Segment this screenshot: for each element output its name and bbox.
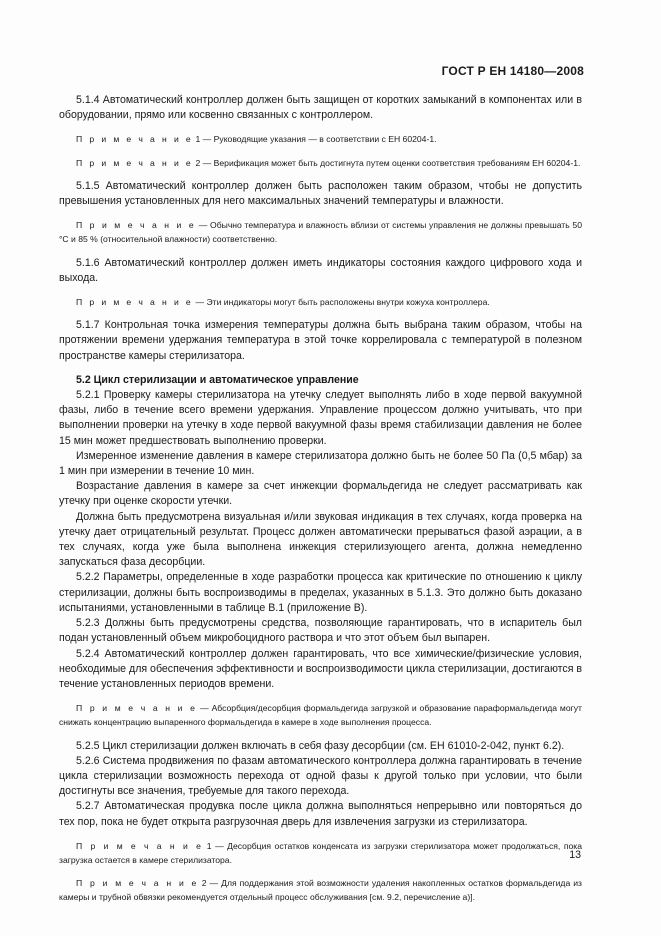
note-label: П р и м е ч а н и е xyxy=(76,878,199,889)
paragraph: Возрастание давления в камере за счет инжекции формальдегида не следует рассматривать как утечку при оценке скорости утечки. xyxy=(59,480,582,508)
section-heading-5-2: 5.2 Цикл стерилизации и автоматическое управление xyxy=(76,373,359,386)
clause-5-2-4: 5.2.4 Автоматический контроллер должен гарантировать, что все химические/физические условия, необходимые для обеспечения эффективности и воспроизводимости цикла стерилизации, достигаются в течение установленных периодов времени. xyxy=(59,647,582,690)
clause-5-2-3: 5.2.3 Должны быть предусмотрены средства, позволяющие гарантировать, что в испаритель был подан установленный объем микробоцидного раствора и что этот объем был выпарен. xyxy=(59,617,582,645)
clause-5-1-5: 5.1.5 Автоматический контроллер должен быть расположен таким образом, чтобы не допустить превышения установленных для него максимальных значений температуры и влажности. xyxy=(59,179,582,208)
clause-5-2-5: 5.2.5 Цикл стерилизации должен включать в себя фазу десорбции (см. ЕН 61010-2-042, пункт 6.2). xyxy=(76,739,565,752)
clause-5-2-2: 5.2.2 Параметры, определенные в ходе разработки процесса как критические по отношению к циклу стерилизации, должны быть воспроизводимы в пределах, указанных в 5.1.3. Это должно быть доказано испытаниями, установленными в таблице В.1 (приложение В). xyxy=(59,571,582,614)
paragraph: Измеренное изменение давления в камере стерилизатора должно быть не более 50 Па (0,5 мбар) за 1 мин при измерении в течение 10 мин. xyxy=(59,449,582,478)
note-text: — Абсорбция/десорбция формальдегида загрузкой и образование параформальдегида могут снижать концентрацию выпаренного формальдегида в камере в ходе выполнения процесса. xyxy=(59,703,582,728)
paragraph: Должна быть предусмотрена визуальная и/или звуковая индикация в тех случаях, когда проверка на утечку дает отрицательный результат. Процесс должен автоматически прерываться фазой аэрации, а в тех случаях, когда уже была выполнена инжекция стерилизующего агента, должна немедленно запускаться фаза десорбции. xyxy=(59,510,582,569)
note-text: — Обычно температура и влажность вблизи от системы управления не должны превышать 50 °С и 85 % (относительной влажности) соответственно. xyxy=(59,220,582,245)
note-label: П р и м е ч а н и е xyxy=(76,157,194,168)
note-text: — Эти индикаторы могут быть расположены внутри кожуха контроллера. xyxy=(193,297,490,308)
note-label: П р и м е ч а н и е xyxy=(76,297,194,308)
clause-5-2-6: 5.2.6 Система продвижения по фазам автоматического контроллера должна гарантировать в течение цикла стерилизации возможность перехода от одной фазы к другой только при условии, что были достигнуты все значения, требуемые для такого перехода. xyxy=(59,754,582,798)
note-label: П р и м е ч а н и е xyxy=(76,703,198,714)
note-label: П р и м е ч а н и е xyxy=(76,134,194,145)
clause-5-2-7: 5.2.7 Автоматическая продувка после цикла должна выполняться непрерывно или повторяться до тех пор, пока не будет открыта разгрузочная дверь для извлечения загрузки из стерилизатора. xyxy=(59,800,582,828)
note-text: 2 — Верификация может быть достигнута путем оценки соответствия требованиям ЕН 60204-1. xyxy=(193,157,581,168)
note-label: П р и м е ч а н и е xyxy=(76,220,197,231)
note xyxy=(59,156,582,170)
clause-5-1-6: 5.1.6 Автоматический контроллер должен иметь индикаторы состояния каждого цифрового хода и выхода. xyxy=(59,256,582,284)
clause-5-1-4: 5.1.4 Автоматический контроллер должен быть защищен от коротких замыканий в компонентах или в оборудовании, прямо или косвенно связанных с контроллером. xyxy=(59,94,582,122)
note-text: 1 — Руководящие указания — в соответствии с ЕН 60204-1. xyxy=(193,134,437,145)
note xyxy=(59,132,582,146)
note-label: П р и м е ч а н и е xyxy=(76,840,204,851)
document-body xyxy=(59,93,582,905)
note xyxy=(59,876,582,904)
document-header: ГОСТ Р ЕН 14180—2008 xyxy=(441,64,584,78)
note xyxy=(59,218,582,246)
page-number: 13 xyxy=(569,849,581,861)
note xyxy=(59,839,582,867)
note xyxy=(59,701,582,729)
note xyxy=(59,295,582,309)
note-text: 2 — Для поддержания этой возможности удаления накопленных остатков формальдегида из камеры и трубной обвязки рекомендуется отдельный процесс обслуживания [см. 9.2, перечисление а)]. xyxy=(59,878,582,903)
clause-5-2-1: 5.2.1 Проверку камеры стерилизатора на утечку следует выполнять либо в ходе первой вакуумной фазы, либо в течение всего времени удержания. Управление процессом должно учитывать, что при выполнении проверки на утечку в ходе первой вакуумной фазы время стабилизации давления не более 15 мин может предшествовать выполнению проверки. xyxy=(59,389,582,447)
clause-5-1-7: 5.1.7 Контрольная точка измерения температуры должна быть выбрана таким образом, чтобы на протяжении времени удержания температура в этой точке коррелировала с температурой в полезном пространстве камеры стерилизатора. xyxy=(59,319,582,362)
note-text: 1 — Десорбция остатков конденсата из загрузки стерилизатора может продолжаться, пока загрузка остается в камере стерилизатора. xyxy=(59,840,582,865)
